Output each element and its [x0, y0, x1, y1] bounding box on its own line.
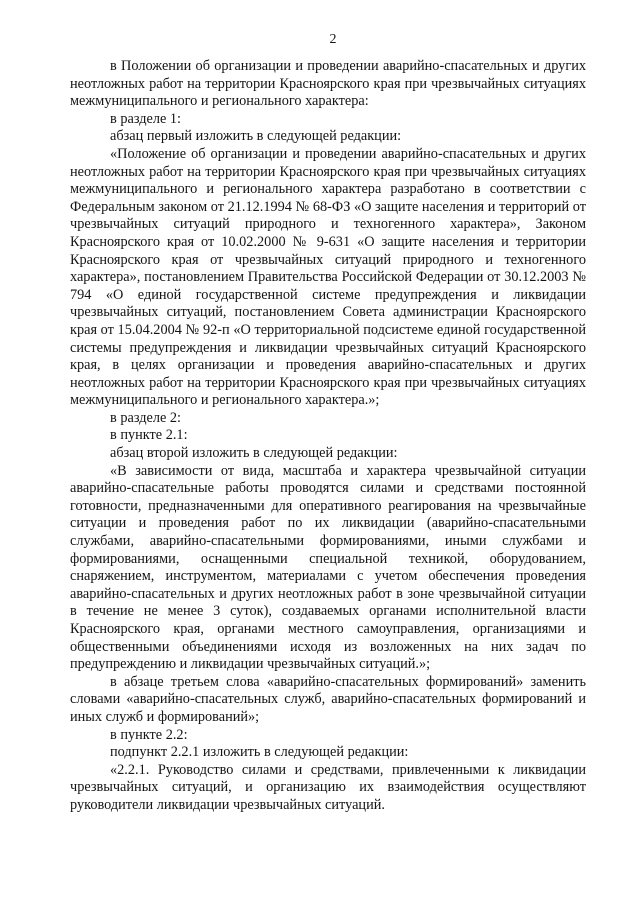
paragraph-first-paragraph-instruction: абзац первый изложить в следующей редакции:	[110, 128, 402, 145]
page-number: 2	[329, 32, 337, 47]
paragraph-second-paragraph-instruction: абзац второй изложить в следующей редакции:	[110, 445, 398, 462]
document-page	[70, 30, 586, 815]
paragraph-amendment-intro: в Положении об организации и проведении аварийно-спасательных и других неотложных работ на территории Красноярского края при чрезвычайных ситуациях межмуниципального и регионального характера:	[70, 58, 586, 110]
paragraph-third-paragraph-replacement: в абзаце третьем слова «аварийно-спасательных формирований» заменить словами «аварийно-спасательных служб, аварийно-спасательных формирований и иных служб и формирований»;	[70, 673, 586, 725]
paragraph-subclause-instruction: подпункт 2.2.1 изложить в следующей редакции:	[110, 744, 409, 761]
paragraph-regulation-text: «Положение об организации и проведении аварийно-спасательных и других неотложных работ на территории Красноярского края при чрезвычайных ситуациях межмуниципального и регионального характера разработано в соответствии с Федеральным законом от 21.12.1994 № 68-ФЗ «О защите населения и территорий от чрезвычайных ситуаций природного и техногенного характера», Законом Красноярского края от 10.02.2000 № 9-631 «О защите населения и территории Красноярского края от чрезвычайных ситуаций природного и техногенного характера», постановлением Правительства Российской Федерации от 30.12.2003 № 794 «О единой государственной системе предупреждения и ликвидации чрезвычайных ситуаций, постановлением Совета администрации Красноярского края от 15.04.2004 № 92-п «О территориальной подсистеме единой государственной системы предупреждения и ликвидации чрезвычайных ситуаций Красноярского края, в целях организации и проведения аварийно-спасательных и других неотложных работ на территории Красноярского края при чрезвычайных ситуациях межмуниципального и регионального характера.»;	[70, 145, 586, 409]
paragraph-clause-2-2: в пункте 2.2:	[110, 726, 188, 743]
paragraph-subclause-2-2-1: «2.2.1. Руководство силами и средствами, привлеченными к ликвидации чрезвычайных ситуаций, и организацию их взаимодействия осуществляют руководители ликвидации чрезвычайных ситуаций.	[70, 761, 586, 813]
paragraph-clause-2-1: в пункте 2.1:	[110, 427, 188, 444]
paragraph-forces-text: «В зависимости от вида, масштаба и характера чрезвычайной ситуации аварийно-спасательные работы проводятся силами и средствами постоянной готовности, предназначенными для оперативного реагирования на чрезвычайные ситуации и проведения работ по их ликвидации (аварийно-спасательными службами, аварийно-спасательными формированиями, иными службами и формированиями, оснащенными специальной техникой, оборудованием, снаряжением, инструментом, материалами с учетом обеспечения проведения аварийно-спасательных и других неотложных работ в зоне чрезвычайной ситуации в течение не менее 3 суток), создаваемых органами исполнительной власти Красноярского края, органами местного самоуправления, организациями и общественными объединениями исходя из возложенных на них задач по предупреждению и ликвидации чрезвычайных ситуаций.»;	[70, 462, 586, 673]
paragraph-section-2: в разделе 2:	[110, 409, 182, 426]
paragraph-section-1: в разделе 1:	[110, 110, 182, 127]
